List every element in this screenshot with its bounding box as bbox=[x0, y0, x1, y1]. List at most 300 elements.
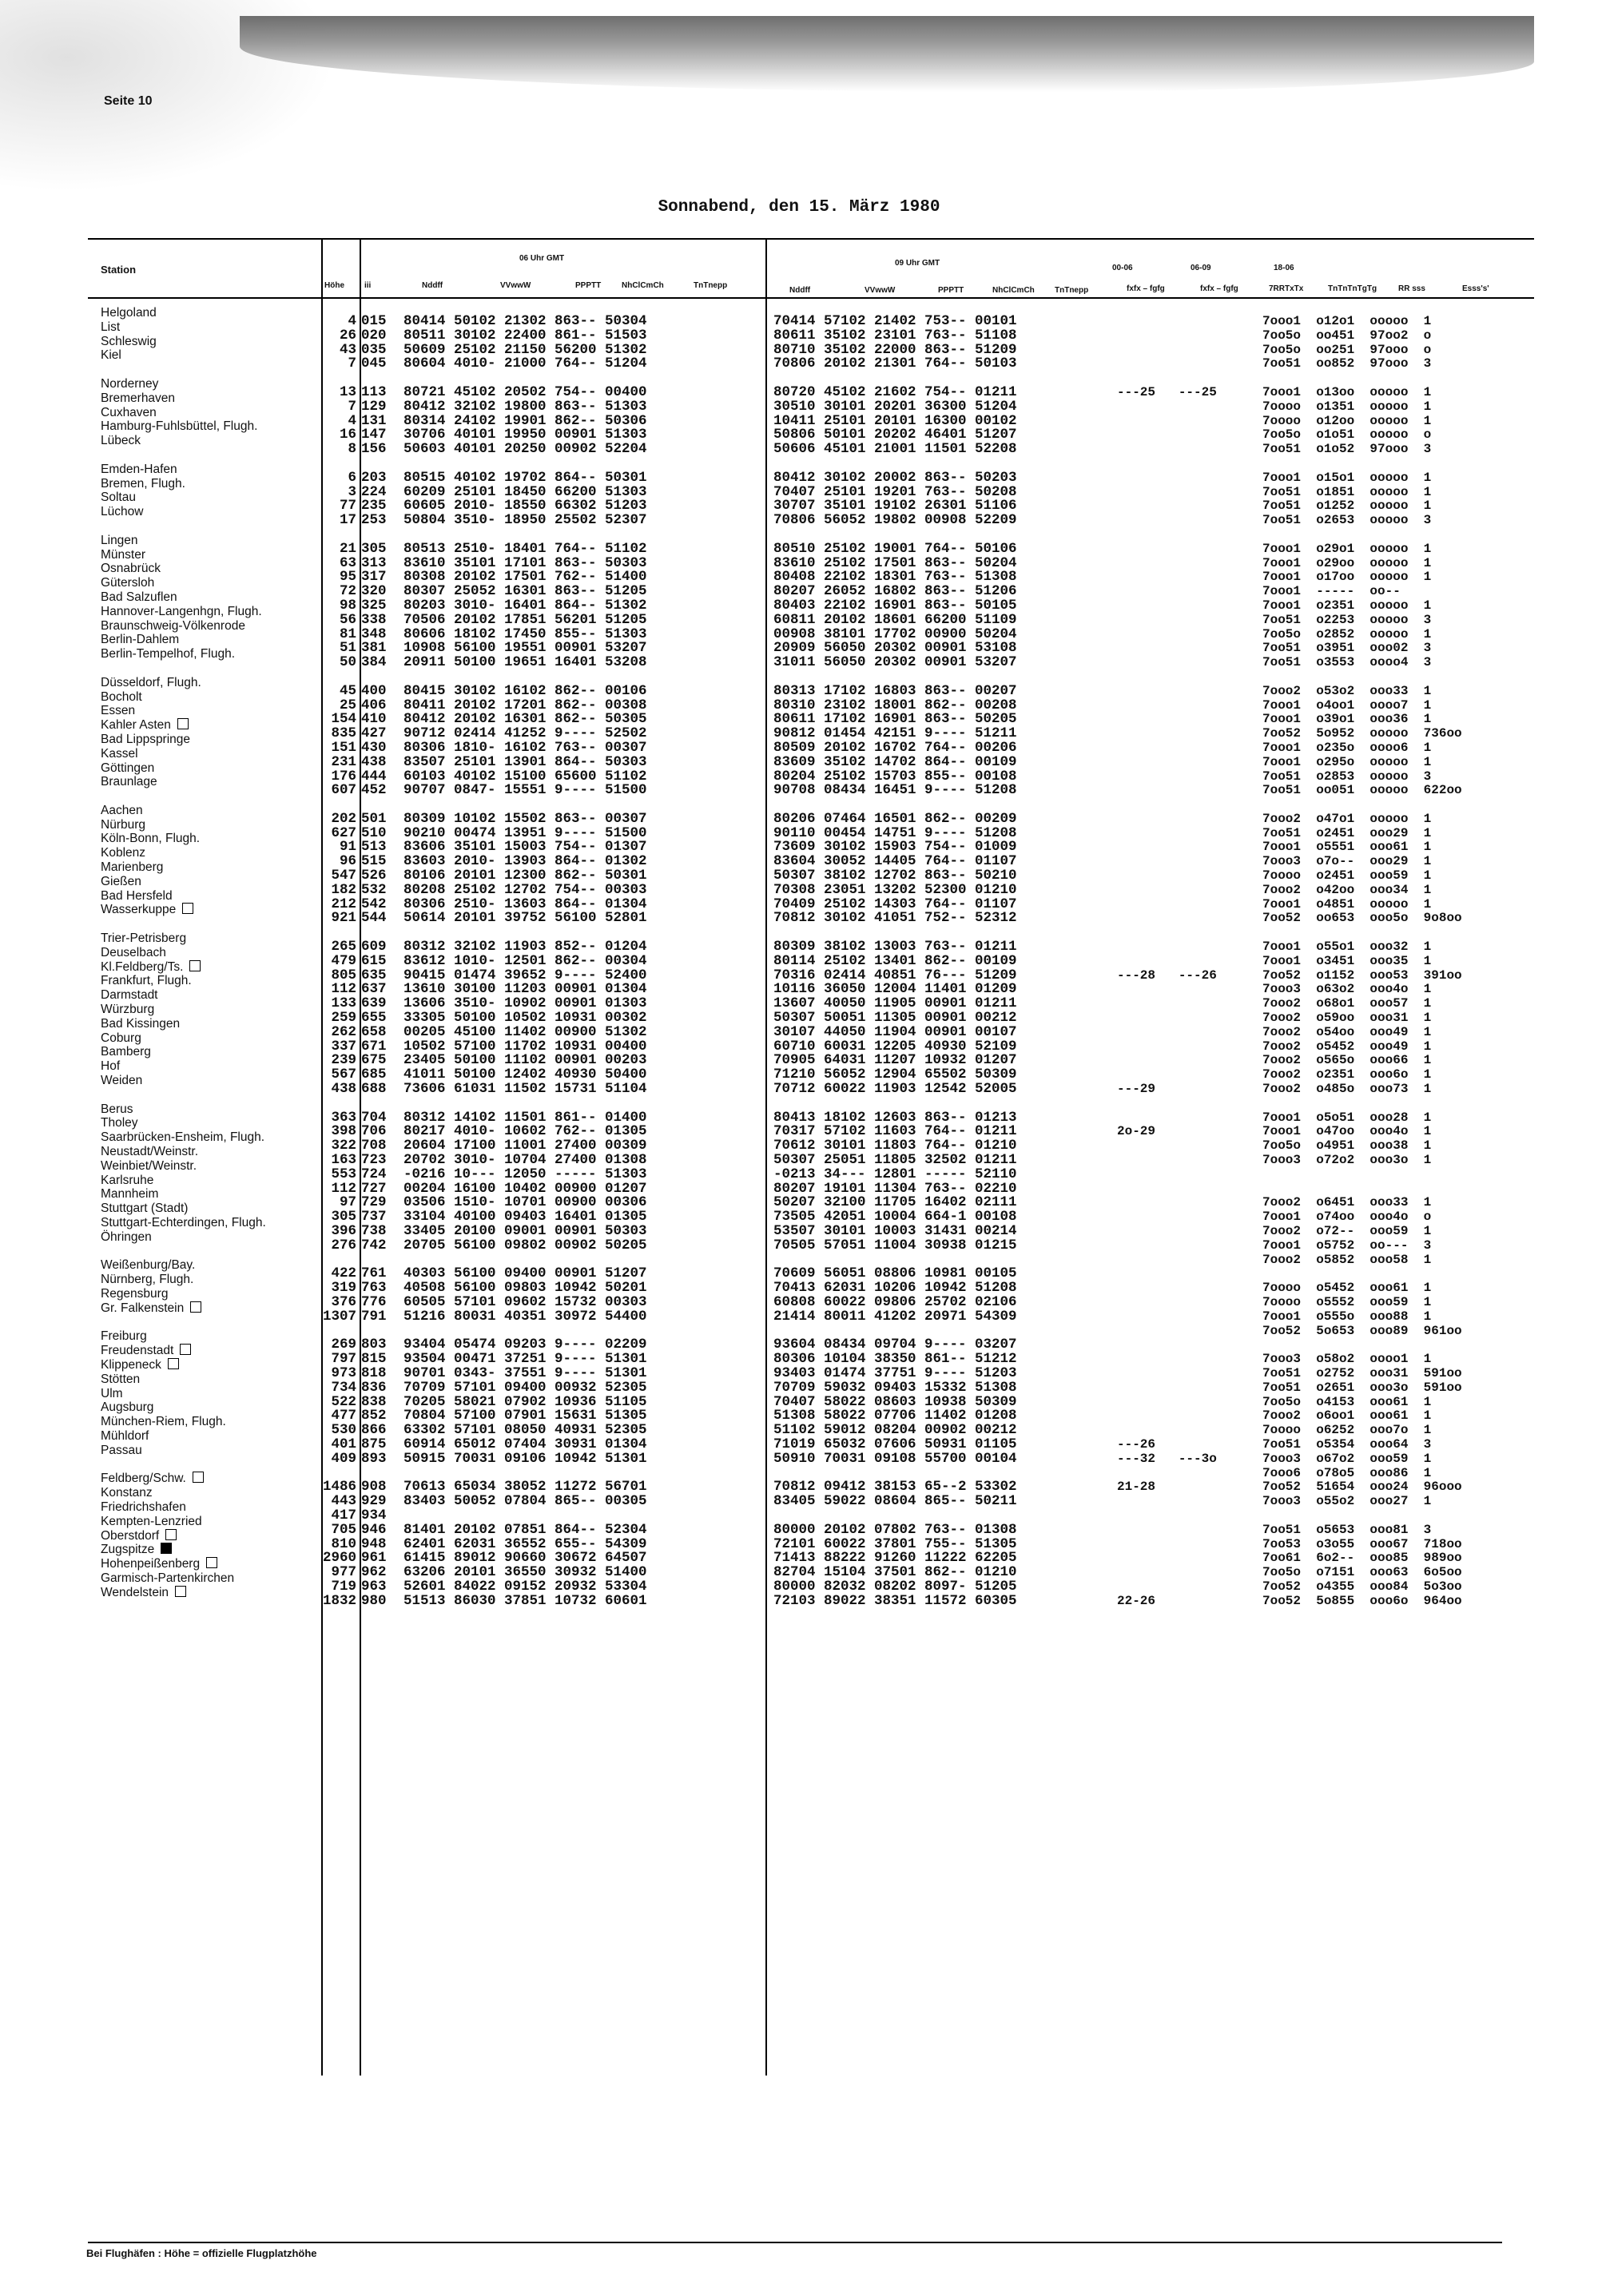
cell-a: 80309 10102 15502 863-- 00307 bbox=[403, 810, 647, 827]
cell-a: 70205 58021 07902 10936 51105 bbox=[403, 1393, 647, 1410]
cell-y: 7ooo1 o13oo ooooo 1 bbox=[1262, 384, 1432, 399]
cell-h: 322 bbox=[331, 1138, 356, 1154]
cell-y: 7ooo2 o68o1 ooo57 1 bbox=[1262, 996, 1432, 1011]
cell-y: 7oo52 o1152 ooo53 391oo bbox=[1262, 967, 1462, 983]
cell-x bbox=[1117, 1310, 1217, 1325]
header-group-1806: 18-06 bbox=[1274, 264, 1294, 272]
station-name: Cuxhaven bbox=[101, 405, 157, 419]
cell-h: 6 bbox=[348, 469, 356, 486]
station-name: Helgoland bbox=[101, 306, 157, 320]
cell-iii: 637 bbox=[361, 981, 387, 998]
cell-iii: 317 bbox=[361, 569, 387, 586]
cell-y: 7ooo1 o39o1 ooo36 1 bbox=[1262, 712, 1432, 727]
cell-iii: 934 bbox=[361, 1507, 387, 1523]
cell-x: ---28 ---26 bbox=[1117, 967, 1217, 983]
station-name: Wendelstein bbox=[101, 1586, 332, 1600]
cell-y: 7ooo1 o15o1 ooooo 1 bbox=[1262, 470, 1432, 485]
cell-y: 7ooo3 o55o2 ooo27 1 bbox=[1262, 1494, 1432, 1509]
header-col: TnTnTnTgTg bbox=[1328, 284, 1377, 293]
cell-x bbox=[1117, 1225, 1217, 1239]
cell-iii: 320 bbox=[361, 583, 387, 600]
cell-iii: 348 bbox=[361, 626, 387, 642]
cell-b: 70407 25101 19201 763-- 50208 bbox=[773, 483, 1017, 500]
cell-iii: 015 bbox=[361, 313, 387, 329]
cell-x bbox=[1117, 1154, 1217, 1168]
hoehe-column bbox=[323, 315, 356, 1609]
station-name: Lüchow bbox=[101, 505, 144, 519]
cell-x bbox=[1117, 1551, 1217, 1566]
cell-iii: 045 bbox=[361, 356, 387, 372]
cell-iii: 615 bbox=[361, 952, 387, 969]
cell-h: 627 bbox=[331, 824, 356, 841]
cell-y: 7ooo2 o5452 ooo49 1 bbox=[1262, 1039, 1432, 1054]
cell-iii: 513 bbox=[361, 839, 387, 856]
cell-y: 7oooo o12oo ooooo 1 bbox=[1262, 413, 1432, 428]
cell-b: 70407 58022 08603 10938 50309 bbox=[773, 1393, 1017, 1410]
cell-x bbox=[1117, 628, 1217, 642]
cell-a: 80721 45102 20502 754-- 00400 bbox=[403, 383, 647, 400]
cell-a: 60103 40102 15100 65600 51102 bbox=[403, 768, 647, 785]
cell-h: 479 bbox=[331, 952, 356, 969]
mountain-station-marker-icon bbox=[193, 1472, 204, 1483]
cell-b: 80310 23102 18001 862-- 00208 bbox=[773, 697, 1017, 713]
cell-h: 398 bbox=[331, 1123, 356, 1140]
cell-iii: 305 bbox=[361, 540, 387, 557]
cell-b: 80000 82032 08202 8097- 51205 bbox=[773, 1578, 1017, 1595]
station-name: Braunschweig-Völkenrode bbox=[101, 618, 245, 633]
cell-h: 363 bbox=[331, 1109, 356, 1126]
station-name bbox=[101, 363, 332, 377]
cell-y: 7ooo3 o58o2 oooo1 1 bbox=[1262, 1352, 1432, 1367]
cell-a: 20702 3010- 10704 27400 01308 bbox=[403, 1152, 647, 1169]
cell-x bbox=[1117, 884, 1217, 898]
cell-iii: 875 bbox=[361, 1436, 387, 1452]
cell-a: 73606 61031 11502 15731 51104 bbox=[403, 1081, 647, 1098]
cell-a: 23405 50100 11102 00901 00203 bbox=[403, 1052, 647, 1069]
cell-a: 60209 25101 18450 66200 51303 bbox=[403, 483, 647, 500]
header-col: NhClCmCh bbox=[992, 286, 1035, 295]
station-name bbox=[101, 1245, 332, 1259]
cell-y bbox=[1262, 670, 1462, 685]
cell-y: 7oo5o oo451 97oo2 o bbox=[1262, 328, 1432, 343]
cell-x: 2o-29 bbox=[1117, 1124, 1156, 1139]
cell-h: 72 bbox=[339, 583, 356, 600]
cell-y: 7oo53 o3o55 ooo67 718oo bbox=[1262, 1536, 1462, 1551]
cell-y: 7ooo1 o17oo ooooo 1 bbox=[1262, 570, 1432, 585]
cell-b: 70308 23051 13202 52300 01210 bbox=[773, 881, 1017, 898]
cell-a: 81401 20102 07851 864-- 52304 bbox=[403, 1521, 647, 1538]
cell-h: 26 bbox=[339, 327, 356, 344]
cell-h: 96 bbox=[339, 853, 356, 870]
cell-x bbox=[1117, 855, 1217, 869]
header-col: Esss's' bbox=[1462, 284, 1489, 293]
cell-a: 80412 20102 16301 862-- 50305 bbox=[403, 711, 647, 728]
cell-y bbox=[1262, 371, 1462, 386]
cell-a: 10908 56100 19551 00901 53207 bbox=[403, 640, 647, 657]
cell-b: 70409 25102 14303 764-- 01107 bbox=[773, 896, 1017, 912]
mountain-station-marker-icon bbox=[165, 1529, 177, 1540]
cell-x: 22-26 bbox=[1117, 1593, 1156, 1608]
cell-x bbox=[1117, 415, 1217, 429]
cell-a: 33405 20100 09001 00901 50303 bbox=[403, 1223, 647, 1239]
cell-y: 7ooo2 o485o ooo73 1 bbox=[1262, 1082, 1432, 1097]
cell-x bbox=[1117, 699, 1217, 713]
cell-h: 182 bbox=[331, 881, 356, 898]
cell-y: 7ooo1 o74oo ooo4o o bbox=[1262, 1210, 1432, 1225]
cell-h: 259 bbox=[331, 1010, 356, 1027]
cell-x bbox=[1117, 940, 1217, 955]
cell-y: 7ooo6 o78o5 ooo86 1 bbox=[1262, 1465, 1432, 1480]
cell-a: 90712 02414 41252 9---- 52502 bbox=[403, 725, 647, 742]
cell-iii: 338 bbox=[361, 611, 387, 628]
cell-iii: 946 bbox=[361, 1521, 387, 1538]
cell-a: 61415 89012 90660 30672 64507 bbox=[403, 1550, 647, 1567]
station-name: Hannover-Langenhgn, Flugh. bbox=[101, 604, 262, 618]
header-col: Nddff bbox=[422, 281, 443, 290]
page-title: Sonnabend, den 15. März 1980 bbox=[658, 198, 940, 216]
cell-h: 98 bbox=[339, 597, 356, 614]
cell-a: 63206 20101 36550 30932 51400 bbox=[403, 1564, 647, 1581]
station-name: Göttingen bbox=[101, 761, 155, 775]
cell-b: 70806 20102 21301 764-- 50103 bbox=[773, 356, 1017, 372]
cell-iii: 761 bbox=[361, 1265, 387, 1282]
cell-y: 7ooo1 o4oo1 oooo7 1 bbox=[1262, 697, 1432, 713]
header-col: TnTnepp bbox=[694, 281, 728, 290]
cell-a: 80312 32102 11903 852-- 01204 bbox=[403, 939, 647, 955]
station-name: Schleswig bbox=[101, 334, 157, 348]
cell-y: 7oo52 5o653 ooo89 961oo bbox=[1262, 1323, 1462, 1338]
cell-y: 7oo52 5o952 ooooo 736oo bbox=[1262, 726, 1462, 741]
cell-iii: 410 bbox=[361, 711, 387, 728]
station-name: Norderney bbox=[101, 376, 159, 391]
cell-y: 7ooo1 o12o1 ooooo 1 bbox=[1262, 314, 1432, 328]
obs-06-column bbox=[403, 315, 647, 1609]
cell-h: 422 bbox=[331, 1265, 356, 1282]
cell-x bbox=[1117, 741, 1217, 756]
cell-h: 705 bbox=[331, 1521, 356, 1538]
cell-b: 90110 00454 14751 9---- 51208 bbox=[773, 824, 1017, 841]
cell-a: 83507 25101 13901 864-- 50303 bbox=[403, 753, 647, 770]
cell-h: 239 bbox=[331, 1052, 356, 1069]
header-col: TnTnepp bbox=[1055, 286, 1089, 295]
station-name: Berlin-Tempelhof, Flugh. bbox=[101, 647, 235, 661]
cell-a: 33305 50100 10502 10931 00302 bbox=[403, 1010, 647, 1027]
cell-iii: 224 bbox=[361, 483, 387, 500]
station-name: Essen bbox=[101, 704, 136, 718]
cell-h: 51 bbox=[339, 640, 356, 657]
cell-iii: 742 bbox=[361, 1237, 387, 1253]
cell-y: 7oo52 51654 ooo24 96ooo bbox=[1262, 1480, 1462, 1495]
cell-b: 70812 09412 38153 65--2 53302 bbox=[773, 1479, 1017, 1496]
cell-a: 90210 00474 13951 9---- 51500 bbox=[403, 824, 647, 841]
cell-x bbox=[1117, 1467, 1217, 1481]
cell-x bbox=[1117, 840, 1217, 855]
cell-x bbox=[1117, 557, 1217, 571]
cell-y: 7ooo1 o5752 oo--- 3 bbox=[1262, 1237, 1432, 1253]
header-col: PPPTT bbox=[575, 281, 602, 290]
cell-b: 80720 45102 21602 754-- 01211 bbox=[773, 383, 1017, 400]
station-name: Würzburg bbox=[101, 1003, 155, 1017]
cell-h: 973 bbox=[331, 1364, 356, 1381]
cell-h: 2960 bbox=[323, 1550, 357, 1567]
cell-y: 7oo51 o2752 ooo31 591oo bbox=[1262, 1365, 1462, 1380]
station-name: Gütersloh bbox=[101, 576, 155, 590]
station-name: Nürnberg, Flugh. bbox=[101, 1273, 194, 1287]
station-name: Berus bbox=[101, 1102, 133, 1116]
page-number: Seite 10 bbox=[104, 94, 153, 108]
station-name: Bad Hersfeld bbox=[101, 888, 173, 903]
cell-iii: 706 bbox=[361, 1123, 387, 1140]
cell-iii: 381 bbox=[361, 640, 387, 657]
cell-b: 80206 07464 16501 862-- 00209 bbox=[773, 810, 1017, 827]
cell-h: 112 bbox=[331, 1180, 356, 1197]
cell-h: 151 bbox=[331, 739, 356, 756]
cell-x bbox=[1117, 1396, 1217, 1410]
cell-b: 80408 22102 18301 763-- 51308 bbox=[773, 569, 1017, 586]
cell-y: 7oo51 o3951 ooo02 3 bbox=[1262, 641, 1432, 656]
cell-a: 80217 4010- 10602 762-- 01305 bbox=[403, 1123, 647, 1140]
cell-h: 438 bbox=[331, 1081, 356, 1098]
cell-a: 80604 4010- 21000 764-- 51204 bbox=[403, 356, 647, 372]
cell-b: 71413 88222 91260 11222 62205 bbox=[773, 1550, 1017, 1567]
station-name bbox=[101, 519, 332, 534]
cell-y: 7ooo2 o47o1 ooooo 1 bbox=[1262, 811, 1432, 826]
cell-y: 7oo51 o2653 ooooo 3 bbox=[1262, 513, 1432, 528]
cell-x bbox=[1117, 1409, 1217, 1424]
cell-b: 70612 30101 11803 764-- 01210 bbox=[773, 1138, 1017, 1154]
column-rule bbox=[765, 238, 767, 2076]
cell-b: 72101 60022 37801 755-- 51305 bbox=[773, 1535, 1017, 1552]
cell-y: 7oo52 oo653 ooo5o 9o8oo bbox=[1262, 911, 1462, 926]
cell-iii: 131 bbox=[361, 412, 387, 429]
cell-a: 60505 57101 09602 15732 00303 bbox=[403, 1293, 647, 1310]
cell-x bbox=[1117, 812, 1217, 827]
cell-iii: 235 bbox=[361, 498, 387, 514]
cell-x bbox=[1117, 756, 1217, 770]
cell-b: 80413 18102 12603 863-- 01213 bbox=[773, 1109, 1017, 1126]
cell-a: 90707 0847- 15551 9---- 51500 bbox=[403, 782, 647, 799]
header-col: RR sss bbox=[1398, 284, 1425, 293]
cell-h: 63 bbox=[339, 554, 356, 571]
station-name: Gießen bbox=[101, 874, 141, 888]
cell-y: 7oooo o5452 ooo61 1 bbox=[1262, 1281, 1432, 1296]
cell-b: 70905 64031 11207 10932 01207 bbox=[773, 1052, 1017, 1069]
station-name: Mühldorf bbox=[101, 1428, 149, 1443]
station-name: Coburg bbox=[101, 1031, 141, 1045]
cell-iii: 980 bbox=[361, 1592, 387, 1609]
station-name bbox=[101, 661, 332, 676]
cell-x bbox=[1117, 1509, 1217, 1523]
cell-iii: 852 bbox=[361, 1408, 387, 1424]
mountain-station-marker-icon bbox=[206, 1557, 217, 1568]
cell-x bbox=[1117, 898, 1217, 912]
cell-y: 7ooo1 ----- oo-- bbox=[1262, 584, 1401, 599]
cell-y: 7ooo1 o3451 ooo35 1 bbox=[1262, 953, 1432, 968]
cell-h: 567 bbox=[331, 1067, 356, 1083]
cell-b: 50606 45101 21001 11501 52208 bbox=[773, 441, 1017, 458]
cell-a: 00205 45100 11402 00900 51302 bbox=[403, 1023, 647, 1040]
cell-x bbox=[1117, 357, 1217, 371]
station-name: Augsburg bbox=[101, 1400, 154, 1415]
mountain-station-marker-icon bbox=[180, 1344, 191, 1355]
cell-iii: 791 bbox=[361, 1308, 387, 1325]
cell-x bbox=[1117, 514, 1217, 528]
cell-x bbox=[1117, 926, 1217, 940]
cell-iii: 963 bbox=[361, 1578, 387, 1595]
cell-y: 7ooo1 o29oo ooooo 1 bbox=[1262, 555, 1432, 570]
station-name: Köln-Bonn, Flugh. bbox=[101, 832, 201, 846]
station-name: Hohenpeißenberg bbox=[101, 1557, 332, 1571]
cell-x bbox=[1117, 1495, 1217, 1509]
cell-y: 7oo51 oo051 ooooo 622oo bbox=[1262, 783, 1462, 798]
cell-a: 80513 2510- 18401 764-- 51102 bbox=[403, 540, 647, 557]
cell-y bbox=[1262, 1168, 1462, 1182]
cell-y: 7ooo3 o7o-- ooo29 1 bbox=[1262, 854, 1432, 869]
cell-iii: 147 bbox=[361, 427, 387, 443]
cell-b: 80114 25102 13401 862-- 00109 bbox=[773, 952, 1017, 969]
cell-iii: 866 bbox=[361, 1422, 387, 1439]
cell-b: 80000 20102 07802 763-- 01308 bbox=[773, 1521, 1017, 1538]
cell-b: 30510 30101 20201 36300 51204 bbox=[773, 398, 1017, 415]
cell-b: 80412 30102 20002 863-- 50203 bbox=[773, 469, 1017, 486]
cell-y: 7ooo2 o6451 ooo33 1 bbox=[1262, 1195, 1432, 1210]
station-name: Regensburg bbox=[101, 1286, 169, 1301]
cell-x bbox=[1117, 371, 1217, 386]
cell-a: 90415 01474 39652 9---- 52400 bbox=[403, 967, 647, 983]
header-col: fxfx – fgfg bbox=[1200, 284, 1238, 293]
cell-h: 212 bbox=[331, 896, 356, 912]
station-name: Soltau bbox=[101, 491, 136, 505]
cell-x bbox=[1117, 428, 1217, 443]
cell-iii: 427 bbox=[361, 725, 387, 742]
cell-a: 40303 56100 09400 00901 51207 bbox=[403, 1265, 647, 1282]
cell-x bbox=[1117, 528, 1217, 542]
footer-rule bbox=[88, 2242, 1502, 2243]
header-group-0609: 06-09 bbox=[1191, 264, 1211, 272]
cell-b: 80611 35102 23101 763-- 51108 bbox=[773, 327, 1017, 344]
cell-iii: 893 bbox=[361, 1450, 387, 1467]
cell-h: 4 bbox=[348, 313, 356, 329]
header-group-0006: 00-06 bbox=[1112, 264, 1133, 272]
cell-a: 63302 57101 08050 40931 52305 bbox=[403, 1422, 647, 1439]
cell-h: 547 bbox=[331, 868, 356, 884]
cell-x bbox=[1117, 1338, 1217, 1353]
cell-x bbox=[1117, 1068, 1217, 1082]
station-name: Kempten-Lenzried bbox=[101, 1514, 202, 1528]
cell-iii: 688 bbox=[361, 1081, 387, 1098]
cell-y bbox=[1262, 1338, 1462, 1353]
cell-b: 80207 19101 11304 763-- 02210 bbox=[773, 1180, 1017, 1197]
cell-h: 305 bbox=[331, 1209, 356, 1225]
cell-b: 30707 35101 19102 26301 51106 bbox=[773, 498, 1017, 514]
cell-h: 530 bbox=[331, 1422, 356, 1439]
station-name: Gr. Falkenstein bbox=[101, 1301, 332, 1316]
cell-h: 276 bbox=[331, 1237, 356, 1253]
station-name: Mannheim bbox=[101, 1187, 159, 1202]
cell-a: 80208 25102 12702 754-- 00303 bbox=[403, 881, 647, 898]
station-name bbox=[101, 1458, 332, 1472]
cell-h: 262 bbox=[331, 1023, 356, 1040]
station-name: Bad Lippspringe bbox=[101, 732, 191, 746]
station-name: Garmisch-Partenkirchen bbox=[101, 1571, 235, 1585]
header-col: NhClCmCh bbox=[622, 281, 664, 290]
cell-b: 70316 02414 40851 76--- 51209 bbox=[773, 967, 1017, 983]
cell-a: 10502 57100 11702 10931 00400 bbox=[403, 1038, 647, 1055]
cell-y: 7oo51 oo852 97ooo 3 bbox=[1262, 356, 1432, 371]
cell-x bbox=[1117, 1026, 1217, 1040]
cell-y: 7ooo1 o29o1 ooooo 1 bbox=[1262, 541, 1432, 556]
cell-a: 80415 30102 16102 862-- 00106 bbox=[403, 682, 647, 699]
cell-b: 20909 56050 20302 00901 53108 bbox=[773, 640, 1017, 657]
cell-iii: 961 bbox=[361, 1550, 387, 1567]
cell-iii: 724 bbox=[361, 1166, 387, 1182]
cell-y bbox=[1262, 1509, 1462, 1523]
cell-b: 70505 57051 11004 30938 01215 bbox=[773, 1237, 1017, 1253]
cell-b: 50307 38102 12702 863-- 50210 bbox=[773, 868, 1017, 884]
cell-a: 13610 30100 11203 00901 01304 bbox=[403, 981, 647, 998]
cell-a: 80308 20102 17501 762-- 51400 bbox=[403, 569, 647, 586]
iii-column bbox=[361, 315, 387, 1609]
cell-a: 80306 1810- 16102 763-- 00307 bbox=[403, 739, 647, 756]
cell-y: 7oooo o1351 ooooo 1 bbox=[1262, 399, 1432, 414]
cell-a: 30706 40101 19950 00901 51303 bbox=[403, 427, 647, 443]
cell-iii: 763 bbox=[361, 1280, 387, 1297]
station-name: Stuttgart-Echterdingen, Flugh. bbox=[101, 1216, 266, 1229]
station-name: Zugspitze bbox=[101, 1543, 332, 1557]
cell-b: 51102 59012 08204 00902 00212 bbox=[773, 1422, 1017, 1439]
station-name: Freiburg bbox=[101, 1329, 147, 1344]
cell-x bbox=[1117, 1239, 1217, 1253]
station-name: Bad Kissingen bbox=[101, 1016, 181, 1031]
cell-x bbox=[1117, 499, 1217, 514]
cell-h: 43 bbox=[339, 341, 356, 358]
cell-h: 401 bbox=[331, 1436, 356, 1452]
cell-h: 477 bbox=[331, 1408, 356, 1424]
cell-b: 83609 35102 14702 864-- 00109 bbox=[773, 753, 1017, 770]
cell-x bbox=[1117, 642, 1217, 656]
cell-iii: 685 bbox=[361, 1067, 387, 1083]
cell-x bbox=[1117, 1353, 1217, 1367]
cell-h: 522 bbox=[331, 1393, 356, 1410]
cell-x bbox=[1117, 1054, 1217, 1068]
cell-a: 70709 57101 09400 00932 52305 bbox=[403, 1379, 647, 1396]
cell-h: 97 bbox=[339, 1194, 356, 1211]
cell-iii: 708 bbox=[361, 1138, 387, 1154]
cell-iii: 544 bbox=[361, 910, 387, 927]
cell-x bbox=[1117, 542, 1217, 557]
cell-b: 60710 60031 12205 40930 52109 bbox=[773, 1038, 1017, 1055]
station-name: Münster bbox=[101, 547, 145, 562]
header-station: Station bbox=[101, 264, 137, 276]
cell-h: 25 bbox=[339, 697, 356, 713]
station-name: Oberstdorf bbox=[101, 1529, 332, 1543]
cell-y: 7oooo o6252 ooo7o 1 bbox=[1262, 1423, 1432, 1438]
cell-h: 231 bbox=[331, 753, 356, 770]
cell-a: 51216 80031 40351 30972 54400 bbox=[403, 1308, 647, 1325]
station-name: Bad Salzuflen bbox=[101, 590, 177, 604]
cell-a: 52601 84022 09152 20932 53304 bbox=[403, 1578, 647, 1595]
cell-x bbox=[1117, 656, 1217, 670]
cell-b: 50307 25051 11805 32502 01211 bbox=[773, 1152, 1017, 1169]
station-name: Düsseldorf, Flugh. bbox=[101, 675, 201, 689]
cell-a: 83603 2010- 13903 864-- 01302 bbox=[403, 853, 647, 870]
station-name bbox=[101, 917, 332, 932]
cell-y: 7ooo1 o2351 ooooo 1 bbox=[1262, 598, 1432, 613]
cell-a: 70804 57100 07901 15631 51305 bbox=[403, 1408, 647, 1424]
cell-b: 21414 80011 41202 20971 54309 bbox=[773, 1308, 1017, 1325]
cell-h: 337 bbox=[331, 1038, 356, 1055]
cell-iii: 675 bbox=[361, 1052, 387, 1069]
